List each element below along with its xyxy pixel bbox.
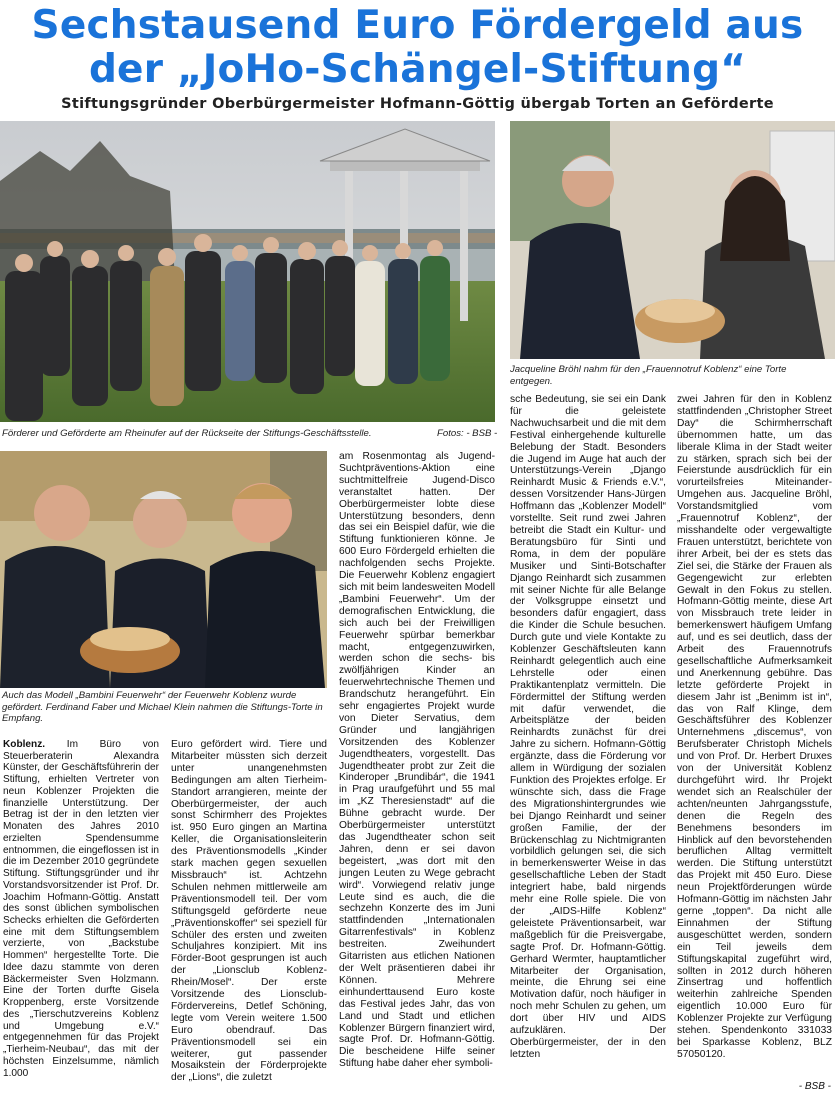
article-column-3: [339, 451, 495, 1070]
headline-line-1: Sechstausend Euro Fördergeld aus: [31, 3, 804, 48]
fire-brigade-photo: [0, 451, 327, 688]
article-column-1: [3, 739, 159, 1079]
article-column-5: [677, 394, 832, 1061]
photo-credit: Fotos: - BSB -: [437, 428, 498, 439]
dateline: Koblenz.: [3, 739, 46, 750]
article-column-2: [171, 739, 327, 1084]
group-photo: [0, 121, 495, 422]
column-2-text: Euro gefördert wird. Tiere und Mitarbeiter müssten sich derzeit unter unangenehmsten Bedingungen am alten Tierheim-Standort arrangieren, meinte der Oberbürgermeister, der auch sonst Schirmherr des Projektes ist. 950 Euro gingen an Martina Keller, die Organisationsleiterin des Präventionsmodells „Kinder stark machen gegen sexuellen Missbrauch“ ist. Achtzehn Schulen nehmen mittlerweile am Präventionsmodell teil. Der vom Stiftungsgeld geförderte neue „Präventionskoffer“ sei speziell für Schüler des ersten und zweiten Schuljahres konzipiert. Mit ins Förder-Boot gesprungen ist auch der „Lionsclub Koblenz-Rhein/Mosel“. Der erste Vorsitzende des Lionsclub-Fördervereins, Detlef Schöning, legte vom Verein weitere 1.500 Euro obendrauf. Das Präventionsmodell sei ein weiterer, gut passender Mosaikstein der Förderprojekte der „Lions“, die zuletzt: [171, 739, 327, 1084]
group-photo-caption: Förderer und Geförderte am Rheinufer auf der Rückseite der Stiftungs-Geschäftsstelle.: [2, 428, 372, 439]
subheadline: Stiftungsgründer Oberbürgermeister Hofmann-Göttig übergab Torten an Geförderte: [61, 96, 774, 112]
article-column-4: [510, 394, 666, 1061]
column-4-text: sche Bedeutung, sie sei ein Dank für die geleistete Nachwuchsarbeit und die mit dem Festival einhergehende kulturelle Belebung der Stadt. Besonders die Jugend im Auge hat auch der Unterstützungs-Verein „Django Reinhardt Music & Friends e.V.“, dessen Vorsitzender Hans-Jürgen Hoffmann das „Koblenzer Modell“ vorstellte. Seit rund zwei Jahren betreibt die Stadt ein Kultur- und Beratungsbüro für Sinti und Roma, in dem der populäre Musiker und Sinti-Botschafter Django Reinhardt sich zusammen mit seiner Nichte für alle Belange der Volksgruppe einsetzt und besonders dafür engagiert, dass die Kinder die Schule besuchen. Durch gute und viele Kontakte zu Koblenzer Geschäftsleuten kann Reinhardt gelegentlich auch eine Lehrstelle oder einen Praktikantenplatz vermitteln. Die Fördermittel der Stiftung werden mit dafür verwendet, die Arbeitsplätze der beiden Reinhardts zunächst für drei Jahre zu sichern. Hofmann-Göttig ergänzte, dass die Förderung vor allem in Würdigung der sozialen Funktion des Projektes erfolge. Er wünschte sich, dass die Frage des Migrationshintergrundes wie bei Django Reinhardt und seiner großen Familie, der der Brückenschlag zu Nichtmigranten vorbildlich gelungen sei, die sich in bemerkenswerter Weise in das gesellschaftliche Leben der Stadt integriert habe, bald nirgends mehr eine Rolle spiele. Die von der „AIDS-Hilfe Koblenz“ geleistete Präventionsarbeit, war maßgeblich für die Preisvergabe, sagte Prof. Dr. Hofmann-Göttig. Gerhard Wermter, hauptamtlicher Mitarbeiter der Organisation, meinte, die Ehrung sei eine Motivation dafür, noch häufiger in noch mehr Schulen zu gehen, um dort über HIV und AIDS aufzuklären. Der Oberbürgermeister, der in den letzten: [510, 394, 666, 1060]
column-5-text: zwei Jahren für den in Koblenz stattfindenden „Christopher Street Day“ die Schirmherrschaft übernommen hatte, um das liberale Klima in der Stadt weiter zu stärken, sprach sich bei der Feierstunde ausdrücklich für ein vorurteilsfreies Miteinander-Umgehen aus. Jacqueline Bröhl, Vorstandsmitglied vom „Frauennotruf Koblenz“, der misshandelte oder vergewaltigte Frauen unterstützt, berichtete von ihrer Arbeit, bei der es stets das Ziel sei, die Stärke der Frauen als Gegengewicht zur erlebten Gewalt in den Fokus zu stellen. Hofmann-Göttig meinte, diese Art von Missbrauch trete leider in bemerkenswert häufigem Umfang auf, und es sei deutlich, dass der Arbeit des Frauennotrufs gesellschaftliche Aufmerksamkeit und Anerkennung gebühre. Das letzte geförderte Projekt in diesem Jahr ist „Benimm ist in“, das von Ralf Klinge, dem Geschäftsführer des Koblenzer Unternehmens „discemus“, von Berufsberater Christoph Michels und von Prof. Dr. Herbert Druxes von der Universität Koblenz durchgeführt wird. Ihr Projekt wendet sich an Realschüler der achten/neunten Jahrgangsstufe, denen die Regeln des Benehmens besonders im Hinblick auf den bevorstehenden beruflichen Alltag vermittelt werden. Die Stiftung unterstützt das Projekt mit 450 Euro. Diese neun Projektförderungen würde Hofmann-Göttig im nächsten Jahr gerne „toppen“. Da nicht alle Einnahmen der Stiftung ausgeschüttet werden, sondern ein Teil jeweils dem Stiftungskapital zugeführt wird, sollten in 2012 durch höheren Zinsertrag und hoffentlich weiterhin zahlreiche Spenden eigentlich 10.000 Euro für Koblenzer Projekte zur Verfügung stehen. Spendenkonto 331033 bei Sparkasse Koblenz, BLZ 57050120.: [677, 394, 832, 1060]
broehl-photo-caption: Jacqueline Bröhl nahm für den „Frauennotruf Koblenz“ eine Torte entgegen.: [510, 364, 787, 387]
author-signature: - BSB -: [798, 1081, 831, 1092]
broehl-photo: [510, 121, 835, 359]
column-1-text: Im Büro von Steuerberaterin Alexandra Künster, der Geschäftsführerin der Stiftung, erhielten Vertreter von neun Koblenzer Projekten die finanzielle Unterstützung. Der Betrag ist der in den letzten vier Monaten des Jahres 2010 erzielten Spendensumme entnommen, die eingeflossen ist in die im Dezember 2010 gegründete Stiftung. Stiftungsgründer und ihr Vorstandsvorsitzender ist Prof. Dr. Joachim Hofmann-Göttig. Anstatt des sonst üblichen symbolischen Schecks erhielten die Geförderten eine mit dem Stiftungsemblem verzierte, von „Backstube Hommen“ hergestellte Torte. Die Idee dazu stammte von deren Bäckermeister Sven Holzmann. Eine der Torten durfte Gisela Kroppenberg, erste Vorsitzende des „Tierschutzvereins Koblenz und Umgebung e.V.“ entgegennehmen für das Projekt „Tierheim-Neubau“, das mit der höchsten Einzelsumme, nämlich 1.000: [3, 739, 159, 1079]
fire-brigade-photo-caption: Auch das Modell „Bambini Feuerwehr“ der Feuerwehr Koblenz wurde gefördert. Ferdinand Faber und Michael Klein nahmen die Stiftungs-Torte in Empfang.: [2, 690, 323, 724]
headline-line-2: der „JoHo-Schängel-Stiftung“: [88, 47, 747, 92]
column-3-text: am Rosenmontag als Jugend-Suchtpräventions-Aktion eine suchtmittelfreie Jugend-Disco veranstaltet hatten. Der Oberbürgermeister lobte diese Unterstützung besonders, denn das sei ein Beispiel dafür, wie die Stiftung funktionieren könne. Je 600 Euro Fördergeld erhielten die nachfolgenden sechs Projekte. Die Feuerwehr Koblenz engagiert sich mit beim landesweiten Modell „Bambini Feuerwehr“. Um der demografischen Entwicklung, die sich auch bei der Freiwilligen Feuerwehr spürbar bemerkbar macht, entgegenzuwirken, werden schon die sechs- bis zwölfjährigen Kinder an feuerwehrtechnische Themen und Brandschutz herangeführt. Ein sehr engagiertes Projekt wurde von Dieter Servatius, dem Gründer und langjährigen Vorsitzenden des Koblenzer Jugendtheaters, vorgestellt. Das Jugendtheater probt zur Zeit die Kinderoper „Brundibár“, die 1941 in Prag uraufgeführt und 55 mal im „KZ Theresienstadt“ auf die Bühne gebracht wurde. Der Oberbürgermeister unterstützt das Jugendtheater schon seit Jahren, denn er sei davon begeistert, „was dort mit den jungen Leuten zu Wege gebracht wird“. Vorwiegend relativ junge Leute sind es auch, die die sechzehn Konzerte des im Juni stattfindenden „Internationalen Gitarrenfestivals“ in Koblenz bestreiten. Zweihundert Gitarristen aus etlichen Nationen der Welt präsentieren dabei ihr Können. Mehrere einhunderttausend Euro koste das Festival jedes Jahr, das von Land und Stadt und etlichen Koblenzer Bürgern finanziert wird, sagte Prof. Dr. Hofmann-Göttig. Die bescheidene Hilfe seiner Stiftung habe daher eher symboli-: [339, 451, 495, 1070]
